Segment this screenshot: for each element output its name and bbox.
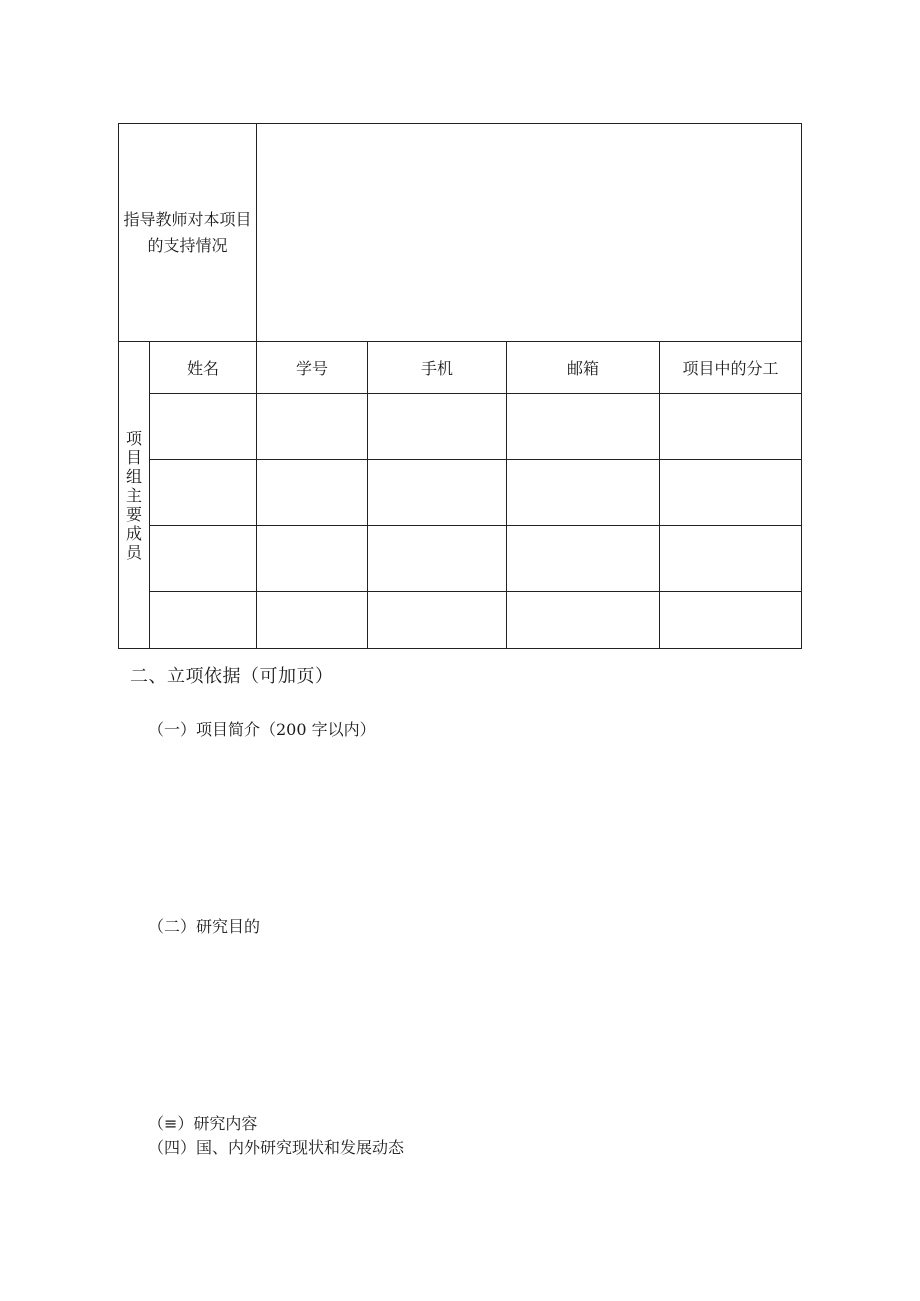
- member-name-cell[interactable]: [150, 592, 257, 649]
- member-row: [119, 394, 802, 460]
- column-header-phone: 手机: [368, 342, 507, 394]
- subheading-research-content: （≡）研究内容: [148, 1114, 258, 1133]
- members-header-row: [119, 342, 802, 394]
- member-role-cell[interactable]: [660, 394, 802, 460]
- member-student-id-cell[interactable]: [257, 592, 368, 649]
- member-name-cell[interactable]: [150, 394, 257, 460]
- member-email-cell[interactable]: [507, 394, 660, 460]
- member-phone-cell[interactable]: [368, 592, 507, 649]
- member-student-id-cell[interactable]: [257, 526, 368, 592]
- column-header-student-id: 学号: [257, 342, 368, 394]
- side-label-char: 项: [125, 428, 142, 448]
- members-side-label: [124, 429, 144, 562]
- member-phone-cell[interactable]: [368, 526, 507, 592]
- member-email-cell[interactable]: [507, 460, 660, 526]
- member-phone-cell[interactable]: [368, 460, 507, 526]
- member-row: [119, 592, 802, 649]
- side-label-char: 目: [125, 447, 142, 467]
- advisor-support-label: 指导教师对本项目的支持情况: [119, 124, 257, 342]
- member-role-cell[interactable]: [660, 592, 802, 649]
- subheading-research-status: （四）国、内外研究现状和发展动态: [148, 1138, 405, 1157]
- application-form-table: [118, 123, 802, 649]
- side-label-char: 成: [125, 523, 142, 543]
- column-header-email: 邮箱: [507, 342, 660, 394]
- member-role-cell[interactable]: [660, 526, 802, 592]
- member-row: [119, 526, 802, 592]
- subheading-project-summary: （一）项目简介（200 字以内）: [148, 720, 376, 739]
- member-email-cell[interactable]: [507, 526, 660, 592]
- member-name-cell[interactable]: [150, 460, 257, 526]
- side-label-char: 主: [125, 485, 142, 505]
- member-row: [119, 460, 802, 526]
- member-role-cell[interactable]: [660, 460, 802, 526]
- member-phone-cell[interactable]: [368, 394, 507, 460]
- member-student-id-cell[interactable]: [257, 460, 368, 526]
- section-heading-project-basis: 二、立项依据（可加页）: [130, 666, 334, 687]
- column-header-role: 项目中的分工: [660, 342, 802, 394]
- advisor-support-row: [119, 124, 802, 342]
- side-label-char: 员: [125, 542, 142, 562]
- column-header-name: 姓名: [150, 342, 257, 394]
- member-student-id-cell[interactable]: [257, 394, 368, 460]
- member-email-cell[interactable]: [507, 592, 660, 649]
- member-name-cell[interactable]: [150, 526, 257, 592]
- members-side-label-cell: [119, 342, 150, 649]
- advisor-support-field[interactable]: [257, 124, 802, 342]
- subheading-research-purpose: （二）研究目的: [148, 917, 261, 936]
- side-label-char: 要: [125, 504, 142, 524]
- side-label-char: 组: [125, 466, 142, 486]
